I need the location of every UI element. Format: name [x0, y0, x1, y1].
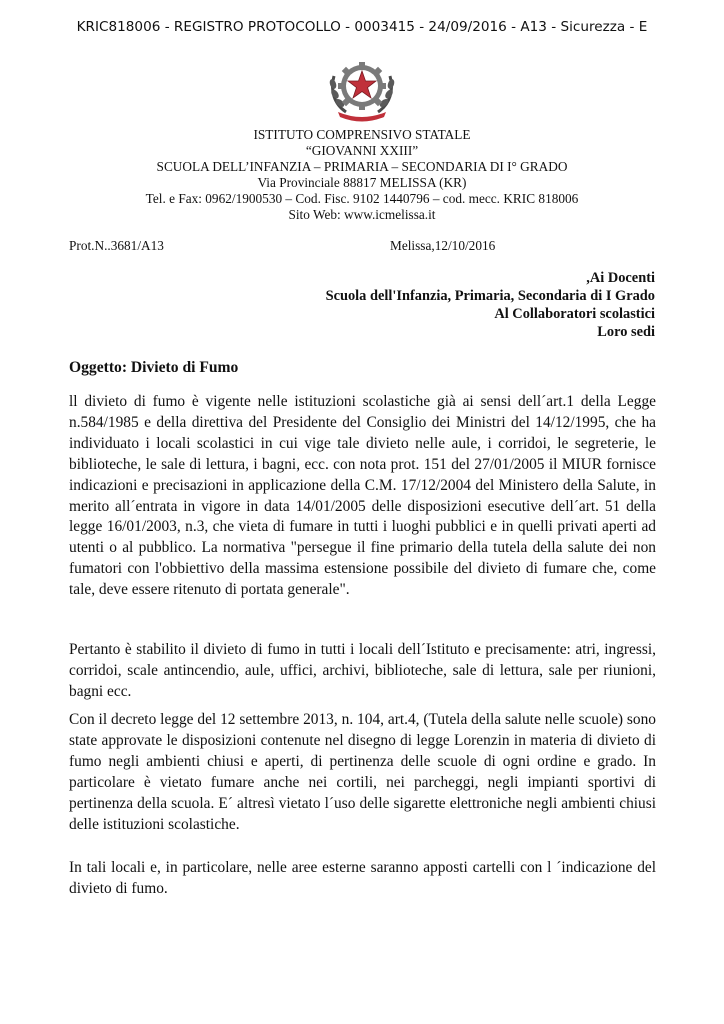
- recipients-block: [195, 269, 655, 341]
- recipient-line: Loro sedi: [597, 324, 655, 340]
- school-levels: SCUOLA DELL’INFANZIA – PRIMARIA – SECONDARIA DI I° GRADO: [156, 159, 568, 174]
- school-name-line: ISTITUTO COMPRENSIVO STATALE: [253, 127, 471, 142]
- protocol-number: Prot.N..3681/A13: [69, 238, 164, 253]
- recipient-line: Al Collaboratori scolastici: [494, 306, 655, 322]
- school-contacts: Tel. e Fax: 0962/1900530 – Cod. Fisc. 9102 1440796 – cod. mecc. KRIC 818006: [145, 191, 579, 206]
- recipient-line: Scuola dell'Infanzia, Primaria, Secondaria di I Grado: [325, 288, 655, 304]
- body-paragraph: ll divieto di fumo è vigente nelle istituzioni scolastiche già ai sensi dell´art.1 della Legge n.584/1985 e della direttiva del Presidente del Consiglio dei Ministri del 14/12/1995, che ha individuato i locali scolastici in cui vige tale divieto nelle aule, i corridoi, le segreterie, le biblioteche, le sale di lettura, i bagni, ecc. con nota prot. 151 del 27/01/2005 il MIUR fornisce indicazioni e precisazioni in applicazione della C.M. 17/12/2004 del Ministero della Salute, in merito all´entrata in vigore in data 14/01/2005 delle disposizioni esecutive dell´art. 51 della legge 16/01/2003, n.3, che vieta di fumare in tutti i luoghi pubblici e in quelli privati aperti ad utenti o al pubblico. La normativa "persegue il fine primario della tutela della salute dei non fumatori con l'obbiettivo della massima estensione possibile del divieto di fumare che, come tale, deve essere ritenuto di portata generale".: [69, 393, 656, 599]
- subject-line: Oggetto: Divieto di Fumo: [69, 359, 239, 376]
- school-website: Sito Web: www.icmelissa.it: [288, 207, 436, 222]
- body-paragraph: Pertanto è stabilito il divieto di fumo in tutti i locali dell´Istituto e precisamente: atri, ingressi, corridoi, scale antincendio, aule, uffici, archivi, biblioteche, sale di lettura, sale per riunioni, bagni ecc.: [69, 641, 656, 700]
- place-date: Melissa,12/10/2016: [390, 238, 496, 253]
- school-name-quote: “GIOVANNI XXIII”: [305, 143, 419, 158]
- registry-header: KRIC818006 - REGISTRO PROTOCOLLO - 0003415 - 24/09/2016 - A13 - Sicurezza - E: [76, 19, 648, 35]
- body-paragraph: Con il decreto legge del 12 settembre 2013, n. 104, art.4, (Tutela della salute nelle scuole) sono state approvate le disposizioni contenute nel disegno di legge Lorenzin in materia di divieto di fumo negli ambienti chiusi e aperti, di pertinenza delle scuole di ogni ordine e grado. In particolare è vietato fumare anche nei cortili, nei parcheggi, negli impianti sportivi di pertinenza della scuola. E´ altresì vietato l´uso delle sigarette elettroniche negli ambienti chiusi delle istituzioni scolastiche.: [69, 711, 656, 833]
- school-address: Via Provinciale 88817 MELISSA (KR): [257, 175, 467, 190]
- body-paragraph: In tali locali e, in particolare, nelle aree esterne saranno apposti cartelli con l ´indicazione del divieto di fumo.: [69, 859, 656, 897]
- italian-republic-emblem-icon: [326, 54, 398, 122]
- recipient-line: ,Ai Docenti: [586, 270, 655, 286]
